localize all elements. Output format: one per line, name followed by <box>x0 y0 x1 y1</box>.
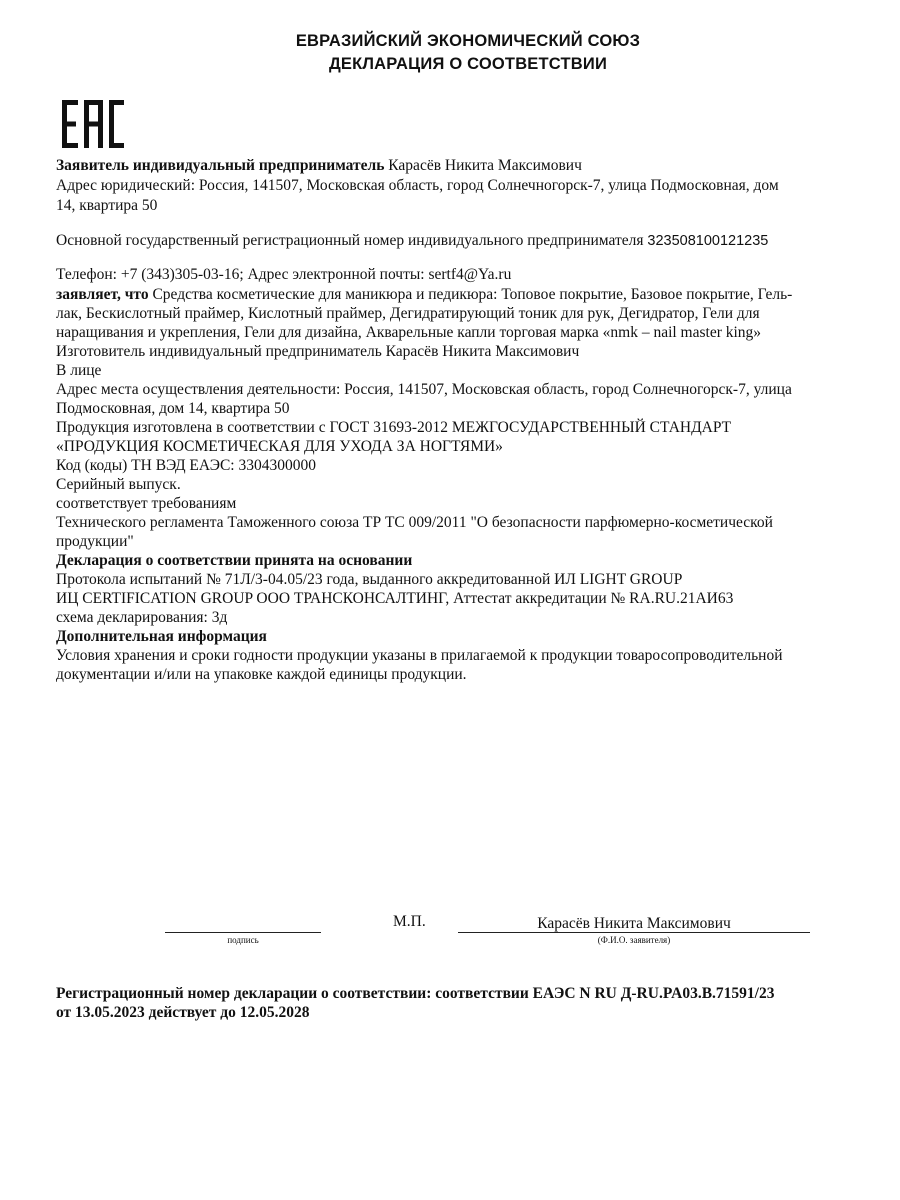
document-header-union: ЕВРАЗИЙСКИЙ ЭКОНОМИЧЕСКИЙ СОЮЗ <box>295 32 641 50</box>
signature-caption: подпись <box>227 935 259 945</box>
declares-text-1: Средства косметические для маникюра и педикюра: Топовое покрытие, Базовое покрытие, Гель- <box>152 286 793 303</box>
additional-title: Дополнительная информация <box>56 628 267 645</box>
signer-name-rule <box>458 932 810 933</box>
applicant-contacts: Телефон: +7 (343)305-03-16; Адрес электронной почты: sertf4@Ya.ru <box>56 266 512 283</box>
declares-label: заявляет, что <box>56 286 149 303</box>
in-person-line: В лице <box>56 362 102 379</box>
registration-line1: Регистрационный номер декларации о соответствии: соответствии ЕАЭС N RU Д-RU.PA03.B.71591/23 <box>56 985 775 1002</box>
declares-line3: наращивания и укрепления, Гели для дизайна, Акварельные капли торговая марка «nmk – nail master king» <box>56 324 762 341</box>
additional-line2: документации и/или на упаковке каждой единицы продукции. <box>56 666 467 683</box>
basis-scheme: схема декларирования: 3д <box>56 609 228 626</box>
ogrn-label: Основной государственный регистрационный номер индивидуального предпринимателя <box>56 232 644 249</box>
regulation-line1: Технического регламента Таможенного союза ТР ТС 009/2011 "О безопасности парфюмерно-косметической <box>56 514 773 531</box>
manufacturer-line: Изготовитель индивидуальный предприниматель Карасёв Никита Максимович <box>56 343 580 360</box>
applicant-line <box>56 156 582 176</box>
applicant-address-line2: 14, квартира 50 <box>56 197 158 214</box>
declares-line1 <box>56 285 792 305</box>
registration-line2: от 13.05.2023 действует до 12.05.2028 <box>56 1004 310 1021</box>
applicant-name: Карасёв Никита Максимович <box>388 157 582 174</box>
document-header-title: ДЕКЛАРАЦИЯ О СООТВЕТСТВИИ <box>328 55 608 73</box>
activity-address-line2: Подмосковная, дом 14, квартира 50 <box>56 400 290 417</box>
applicant-label: Заявитель индивидуальный предприниматель <box>56 157 385 174</box>
applicant-address-line1: Адрес юридический: Россия, 141507, Московская область, город Солнечногорск-7, улица Подмосковная, дом <box>56 177 779 194</box>
basis-line2: ИЦ CERTIFICATION GROUP ООО ТРАНСКОНСАЛТИНГ, Аттестат аккредитации № RA.RU.21АИ63 <box>56 590 734 607</box>
signer-name: Карасёв Никита Максимович <box>537 915 731 932</box>
signature-rule <box>165 932 321 933</box>
additional-line1: Условия хранения и сроки годности продукции указаны в прилагаемой к продукции товаросопроводительной <box>56 647 783 664</box>
stamp-label: М.П. <box>393 913 426 930</box>
activity-address-line1: Адрес места осуществления деятельности: Россия, 141507, Московская область, город Солнечногорск-7, улица <box>56 381 792 398</box>
serial-line: Серийный выпуск. <box>56 476 181 493</box>
basis-line1: Протокола испытаний № 71Л/3-04.05/23 года, выданного аккредитованной ИЛ LIGHT GROUP <box>56 571 683 588</box>
basis-title: Декларация о соответствии принята на основании <box>56 552 413 569</box>
standard-line1: Продукция изготовлена в соответствии с ГОСТ 31693-2012 МЕЖГОСУДАРСТВЕННЫЙ СТАНДАРТ <box>56 419 732 436</box>
eac-mark-icon <box>62 100 124 148</box>
declares-line2: лак, Бескислотный праймер, Кислотный праймер, Дегидратирующий тоник для рук, Дегидратор, Гели для <box>56 305 760 322</box>
regulation-line2: продукции" <box>56 533 134 550</box>
complies-line: соответствует требованиям <box>56 495 237 512</box>
signer-name-caption: (Ф.И.О. заявителя) <box>597 935 671 945</box>
standard-line2: «ПРОДУКЦИЯ КОСМЕТИЧЕСКАЯ ДЛЯ УХОДА ЗА НОГТЯМИ» <box>56 438 503 455</box>
hs-code-line: Код (коды) ТН ВЭД ЕАЭС: 3304300000 <box>56 457 316 474</box>
ogrn-line <box>56 231 768 251</box>
ogrn-value: 323508100121235 <box>647 233 769 249</box>
